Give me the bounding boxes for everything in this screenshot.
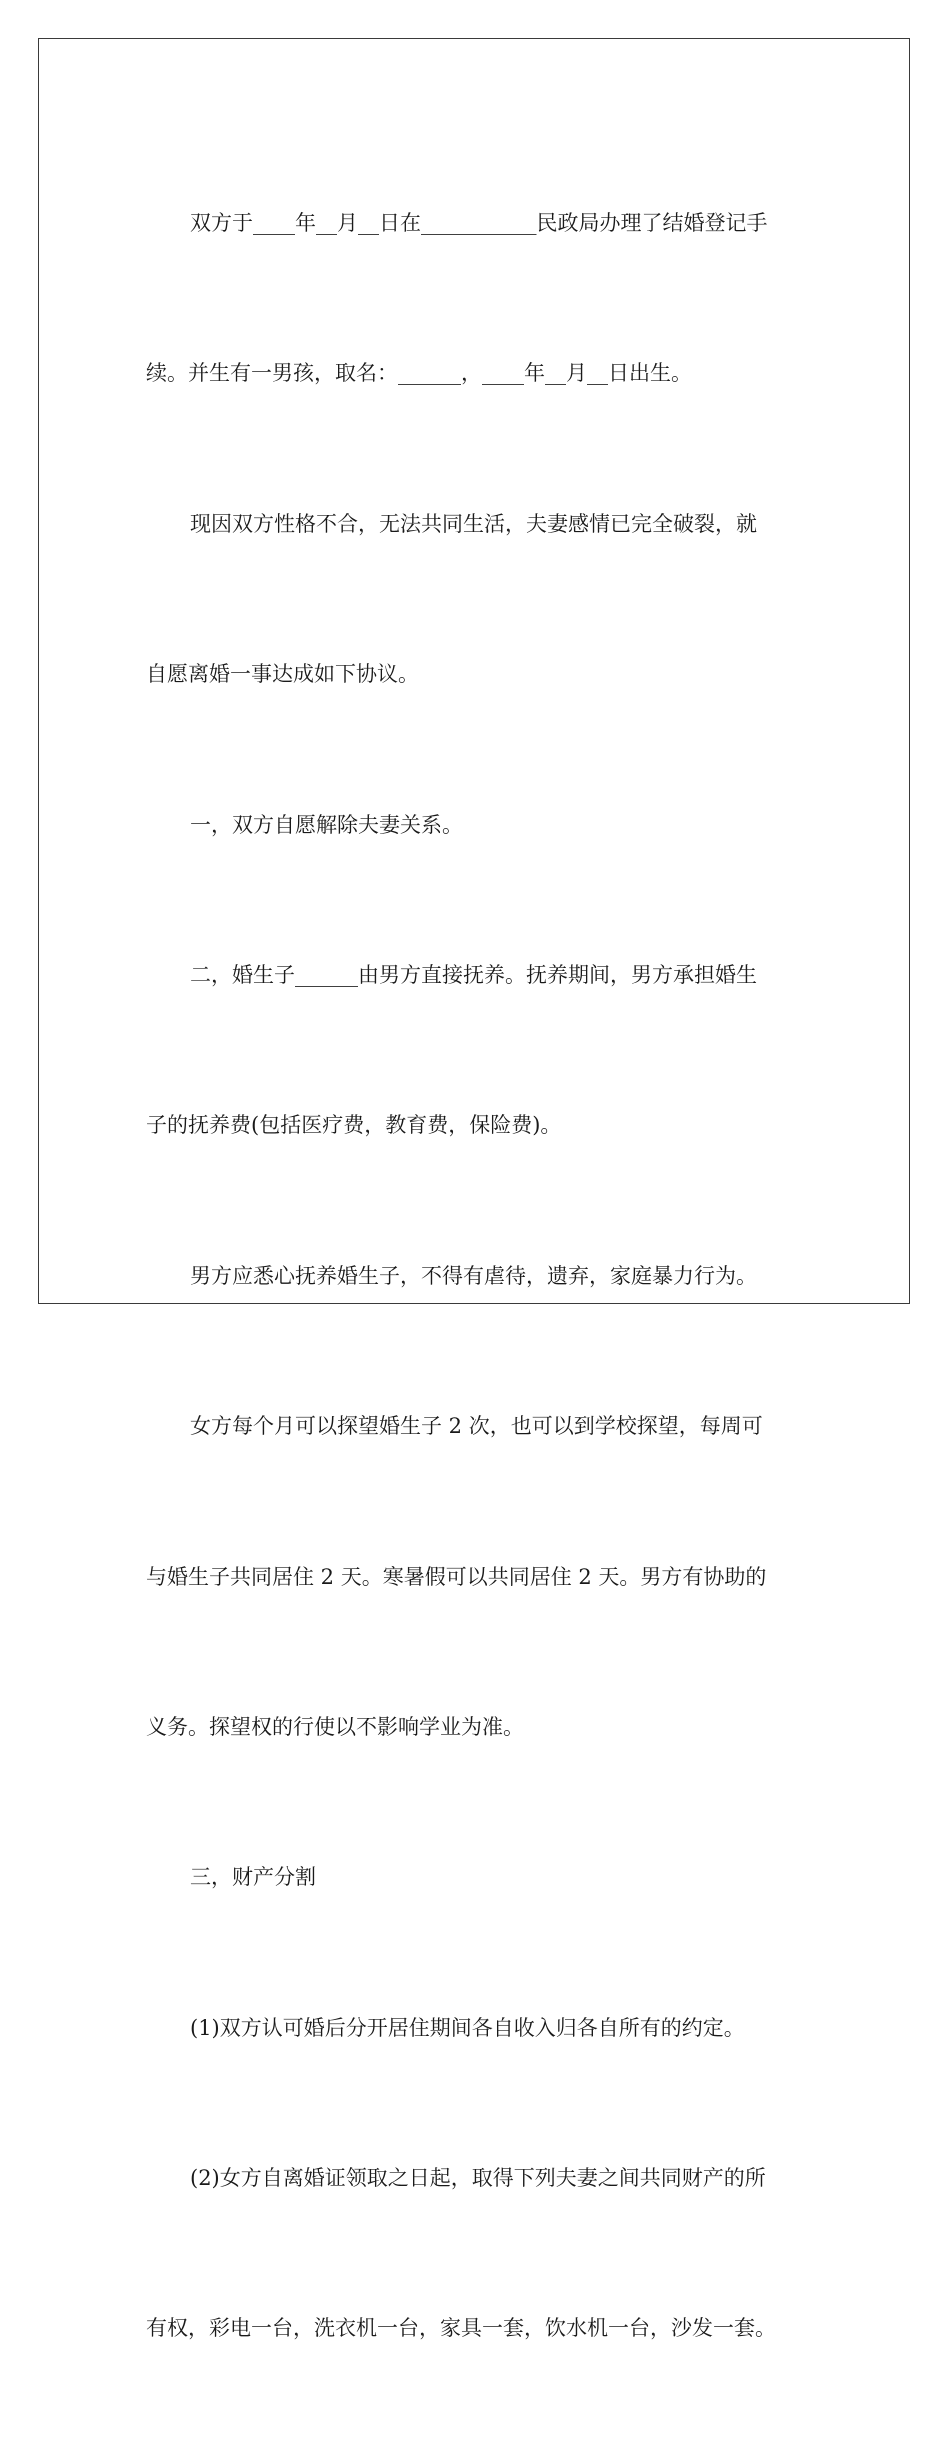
text-line: 有权，彩电一台，洗衣机一台，家具一套，饮水机一台，沙发一套。 — [146, 2316, 776, 2341]
text-line: (1)双方认可婚后分开居住期间各自收入归各自所有的约定。 — [190, 2015, 745, 2040]
text-line: 二，婚生子______由男方直接抚养。抚养期间，男方承担婚生 — [190, 962, 757, 987]
text-line: 现因双方性格不合，无法共同生活，夫妻感情已完全破裂，就 — [190, 511, 757, 536]
text-line: 子的抚养费(包括医疗费，教育费，保险费)。 — [146, 1113, 562, 1138]
text-line: 男方应悉心抚养婚生子，不得有虐待，遗弃，家庭暴力行为。 — [190, 1263, 757, 1288]
text-line: 一，双方自愿解除夫妻关系。 — [190, 812, 463, 837]
document-body — [146, 130, 806, 2461]
text-line: (2)女方自离婚证领取之日起，取得下列夫妻之间共同财产的所 — [190, 2166, 766, 2191]
text-line: 义务。探望权的行使以不影响学业为准。 — [146, 1714, 524, 1739]
agreement-text — [146, 130, 806, 2461]
text-line: 女方每个月可以探望婚生子 2 次，也可以到学校探望，每周可 — [190, 1414, 763, 1439]
text-line: 续。并生有一男孩，取名：______，____年__月__日出生。 — [146, 361, 692, 386]
text-line: 三，财产分割 — [190, 1865, 316, 1890]
text-line: 自愿离婚一事达成如下协议。 — [146, 662, 419, 687]
text-line: 与婚生子共同居住 2 天。寒暑假可以共同居住 2 天。男方有协助的 — [146, 1564, 767, 1589]
text-line: 双方于____年__月__日在___________民政局办理了结婚登记手 — [190, 211, 768, 235]
